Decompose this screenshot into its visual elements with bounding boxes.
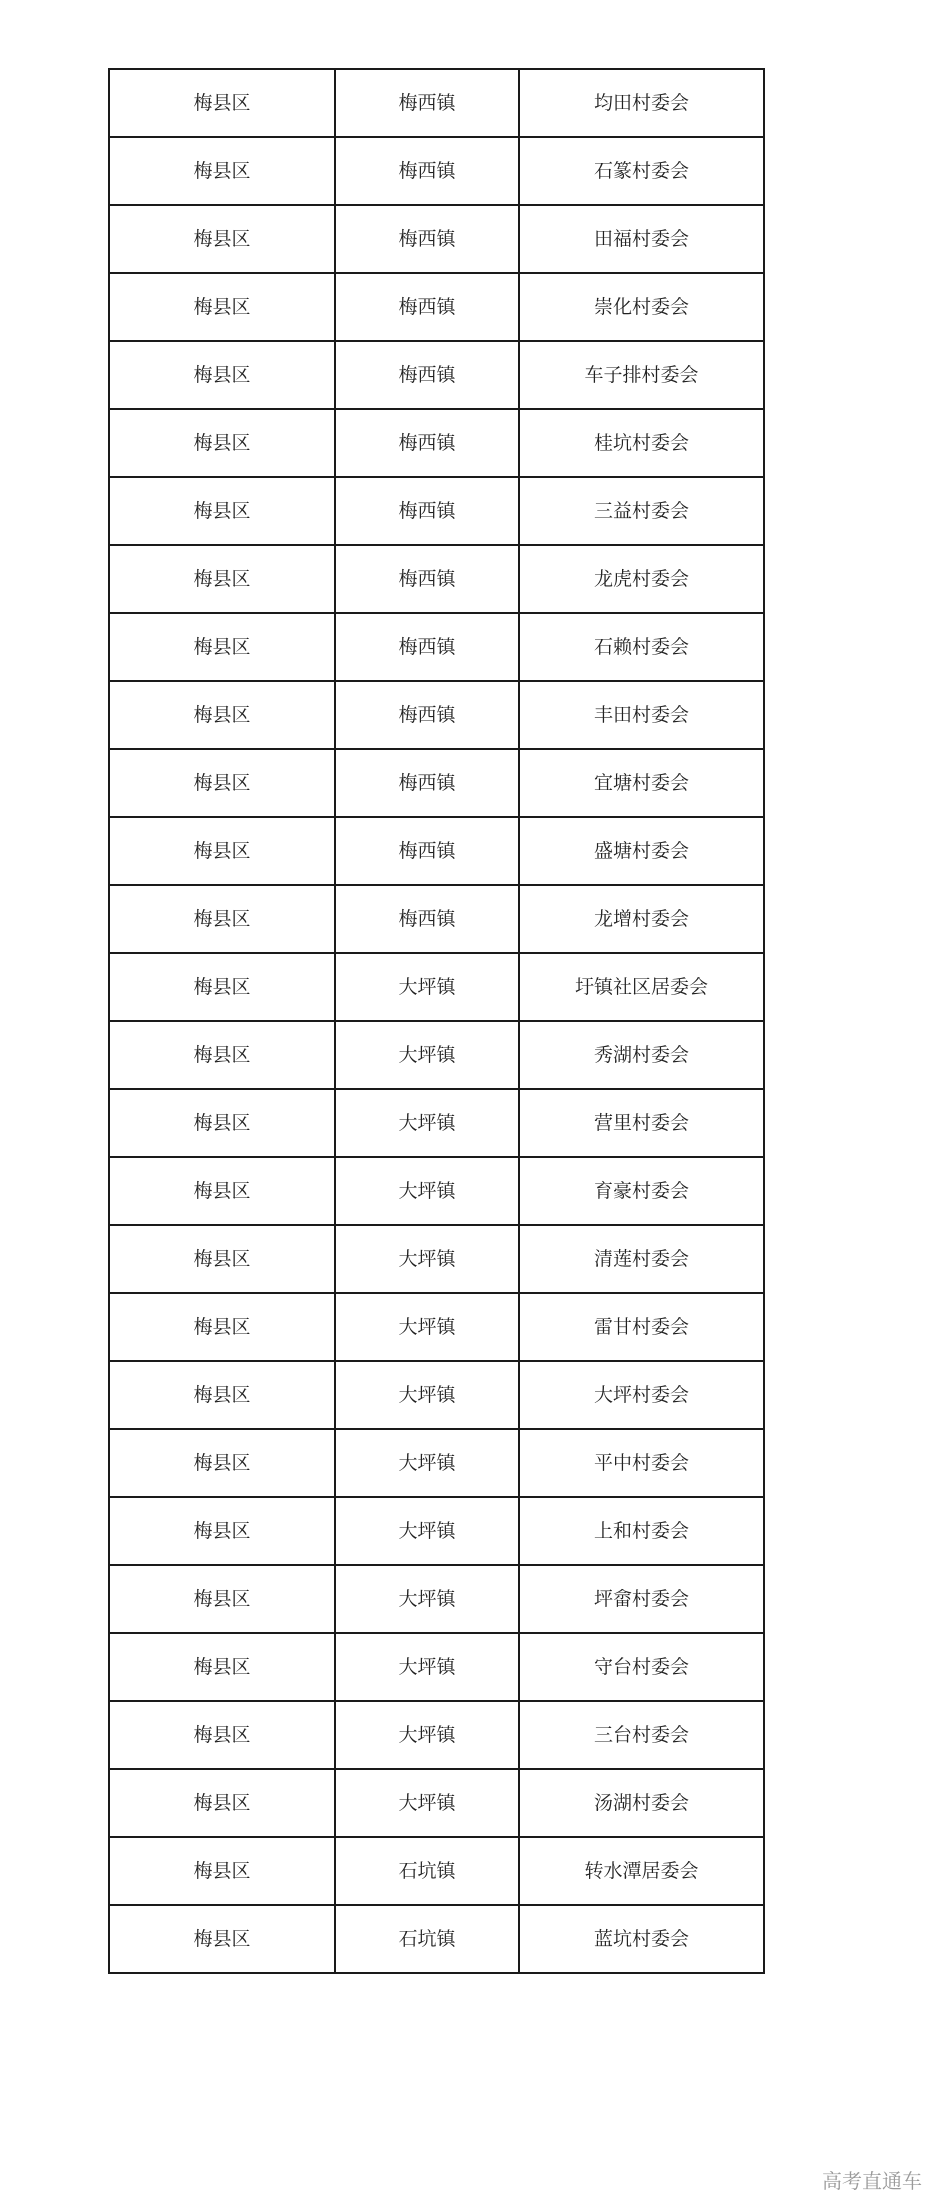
committee-cell: 宜塘村委会 — [519, 749, 764, 817]
district-cell: 梅县区 — [109, 273, 335, 341]
town-cell: 梅西镇 — [335, 409, 519, 477]
table-row — [109, 817, 764, 885]
district-cell: 梅县区 — [109, 1565, 335, 1633]
town-cell: 石坑镇 — [335, 1837, 519, 1905]
district-cell: 梅县区 — [109, 1633, 335, 1701]
table-row — [109, 953, 764, 1021]
watermark-text: 高考直通车 — [822, 2169, 922, 2193]
district-cell: 梅县区 — [109, 1225, 335, 1293]
district-cell: 梅县区 — [109, 1905, 335, 1973]
town-cell: 大坪镇 — [335, 1225, 519, 1293]
committee-cell: 石篆村委会 — [519, 137, 764, 205]
district-cell: 梅县区 — [109, 1429, 335, 1497]
town-cell: 大坪镇 — [335, 1021, 519, 1089]
town-cell: 大坪镇 — [335, 1293, 519, 1361]
table-row — [109, 1905, 764, 1973]
district-cell: 梅县区 — [109, 545, 335, 613]
committee-cell: 均田村委会 — [519, 69, 764, 137]
table-row — [109, 205, 764, 273]
town-cell: 大坪镇 — [335, 1157, 519, 1225]
village-committee-table — [108, 68, 765, 1974]
district-cell: 梅县区 — [109, 1021, 335, 1089]
town-cell: 梅西镇 — [335, 545, 519, 613]
town-cell: 大坪镇 — [335, 1497, 519, 1565]
committee-cell: 守台村委会 — [519, 1633, 764, 1701]
table-row — [109, 885, 764, 953]
town-cell: 大坪镇 — [335, 1429, 519, 1497]
committee-cell: 营里村委会 — [519, 1089, 764, 1157]
town-cell: 梅西镇 — [335, 749, 519, 817]
district-cell: 梅县区 — [109, 953, 335, 1021]
district-cell: 梅县区 — [109, 1089, 335, 1157]
table-row — [109, 1021, 764, 1089]
committee-cell: 清莲村委会 — [519, 1225, 764, 1293]
town-cell: 梅西镇 — [335, 477, 519, 545]
committee-cell: 盛塘村委会 — [519, 817, 764, 885]
district-cell: 梅县区 — [109, 885, 335, 953]
committee-cell: 石赖村委会 — [519, 613, 764, 681]
committee-cell: 三益村委会 — [519, 477, 764, 545]
table-row — [109, 409, 764, 477]
committee-cell: 育豪村委会 — [519, 1157, 764, 1225]
table-body — [109, 69, 764, 1973]
table-row — [109, 1361, 764, 1429]
town-cell: 梅西镇 — [335, 681, 519, 749]
table-row — [109, 1769, 764, 1837]
town-cell: 梅西镇 — [335, 69, 519, 137]
district-cell: 梅县区 — [109, 749, 335, 817]
table-row — [109, 1157, 764, 1225]
committee-cell: 桂坑村委会 — [519, 409, 764, 477]
district-cell: 梅县区 — [109, 341, 335, 409]
town-cell: 梅西镇 — [335, 613, 519, 681]
district-cell: 梅县区 — [109, 681, 335, 749]
town-cell: 梅西镇 — [335, 205, 519, 273]
town-cell: 梅西镇 — [335, 341, 519, 409]
district-cell: 梅县区 — [109, 1361, 335, 1429]
table-row — [109, 477, 764, 545]
table-row — [109, 545, 764, 613]
committee-cell: 龙虎村委会 — [519, 545, 764, 613]
table-row — [109, 1293, 764, 1361]
town-cell: 大坪镇 — [335, 1089, 519, 1157]
table-row — [109, 613, 764, 681]
table-row — [109, 1429, 764, 1497]
district-cell: 梅县区 — [109, 1701, 335, 1769]
district-cell: 梅县区 — [109, 1497, 335, 1565]
table-row — [109, 1837, 764, 1905]
district-cell: 梅县区 — [109, 1293, 335, 1361]
committee-cell: 汤湖村委会 — [519, 1769, 764, 1837]
committee-cell: 三台村委会 — [519, 1701, 764, 1769]
town-cell: 大坪镇 — [335, 1701, 519, 1769]
district-cell: 梅县区 — [109, 205, 335, 273]
district-cell: 梅县区 — [109, 1837, 335, 1905]
committee-cell: 龙增村委会 — [519, 885, 764, 953]
district-cell: 梅县区 — [109, 477, 335, 545]
village-committee-table-container — [108, 68, 765, 1974]
town-cell: 梅西镇 — [335, 817, 519, 885]
committee-cell: 上和村委会 — [519, 1497, 764, 1565]
table-row — [109, 1701, 764, 1769]
town-cell: 大坪镇 — [335, 1361, 519, 1429]
table-row — [109, 749, 764, 817]
town-cell: 大坪镇 — [335, 1769, 519, 1837]
town-cell: 大坪镇 — [335, 953, 519, 1021]
committee-cell: 转水潭居委会 — [519, 1837, 764, 1905]
table-row — [109, 137, 764, 205]
table-row — [109, 341, 764, 409]
town-cell: 梅西镇 — [335, 885, 519, 953]
committee-cell: 丰田村委会 — [519, 681, 764, 749]
committee-cell: 平中村委会 — [519, 1429, 764, 1497]
committee-cell: 崇化村委会 — [519, 273, 764, 341]
district-cell: 梅县区 — [109, 137, 335, 205]
district-cell: 梅县区 — [109, 613, 335, 681]
district-cell: 梅县区 — [109, 69, 335, 137]
committee-cell: 秀湖村委会 — [519, 1021, 764, 1089]
town-cell: 大坪镇 — [335, 1633, 519, 1701]
town-cell: 梅西镇 — [335, 137, 519, 205]
committee-cell: 大坪村委会 — [519, 1361, 764, 1429]
town-cell: 梅西镇 — [335, 273, 519, 341]
district-cell: 梅县区 — [109, 1157, 335, 1225]
committee-cell: 车子排村委会 — [519, 341, 764, 409]
table-row — [109, 1565, 764, 1633]
committee-cell: 蓝坑村委会 — [519, 1905, 764, 1973]
committee-cell: 坪畲村委会 — [519, 1565, 764, 1633]
committee-cell: 雷甘村委会 — [519, 1293, 764, 1361]
district-cell: 梅县区 — [109, 409, 335, 477]
table-row — [109, 273, 764, 341]
table-row — [109, 1225, 764, 1293]
table-row — [109, 1633, 764, 1701]
table-row — [109, 1497, 764, 1565]
committee-cell: 田福村委会 — [519, 205, 764, 273]
district-cell: 梅县区 — [109, 817, 335, 885]
table-row — [109, 69, 764, 137]
district-cell: 梅县区 — [109, 1769, 335, 1837]
town-cell: 石坑镇 — [335, 1905, 519, 1973]
table-row — [109, 681, 764, 749]
committee-cell: 圩镇社区居委会 — [519, 953, 764, 1021]
table-row — [109, 1089, 764, 1157]
town-cell: 大坪镇 — [335, 1565, 519, 1633]
